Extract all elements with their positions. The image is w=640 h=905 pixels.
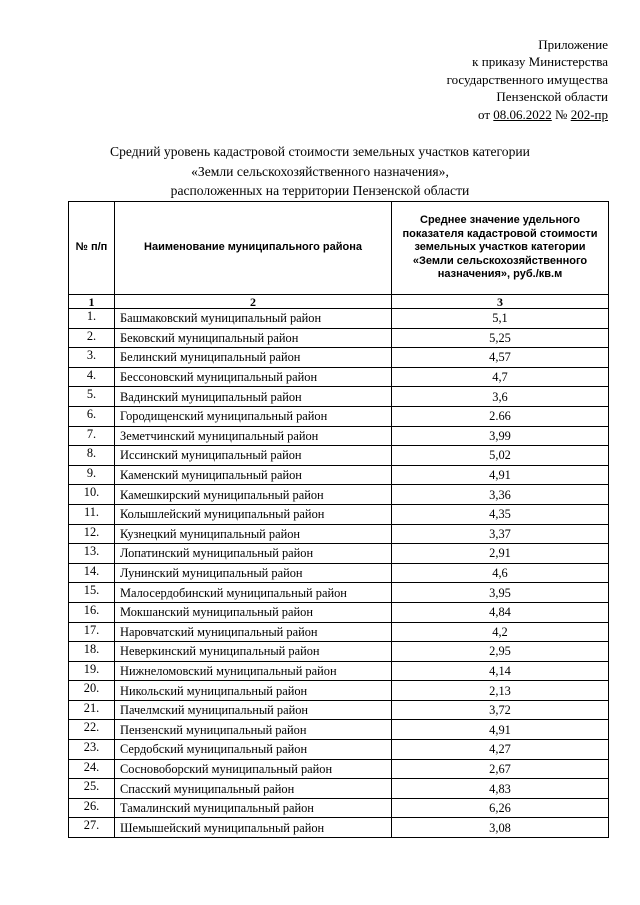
appendix-line: к приказу Министерства xyxy=(472,54,608,70)
table-row xyxy=(69,583,609,603)
cadastral-value: 3,08 xyxy=(392,818,609,838)
table-row xyxy=(69,798,609,818)
district-name: Сосновоборский муниципальный район xyxy=(115,759,392,779)
cadastral-value: 4,57 xyxy=(392,348,609,368)
header-value: Среднее значение удельного показателя кадастровой стоимости земельных участков категории «Земли сельскохозяйственного назначения», руб./кв.м xyxy=(392,202,609,295)
row-number: 5. xyxy=(69,387,115,407)
table-row xyxy=(69,406,609,426)
district-name: Камешкирский муниципальный район xyxy=(115,485,392,505)
cadastral-value: 2,95 xyxy=(392,642,609,662)
appendix-line: государственного имущества xyxy=(446,71,608,87)
table-row xyxy=(69,426,609,446)
cadastral-value: 4,91 xyxy=(392,720,609,740)
row-number: 4. xyxy=(69,367,115,387)
header-name: Наименование муниципального района xyxy=(115,202,392,295)
row-number: 12. xyxy=(69,524,115,544)
district-name: Нижнеломовский муниципальный район xyxy=(115,661,392,681)
cadastral-value: 4,14 xyxy=(392,661,609,681)
district-name: Спасский муниципальный район xyxy=(115,779,392,799)
row-number: 18. xyxy=(69,642,115,662)
table-row xyxy=(69,602,609,622)
district-name: Лопатинский муниципальный район xyxy=(115,544,392,564)
appendix-line: Пензенской области xyxy=(496,89,608,105)
district-name: Башмаковский муниципальный район xyxy=(115,309,392,329)
cadastral-value: 4,7 xyxy=(392,367,609,387)
appendix-line: Приложение xyxy=(538,37,608,52)
district-name: Неверкинский муниципальный район xyxy=(115,642,392,662)
district-name: Сердобский муниципальный район xyxy=(115,740,392,760)
district-name: Колышлейский муниципальный район xyxy=(115,504,392,524)
district-name: Земетчинский муниципальный район xyxy=(115,426,392,446)
column-number: 1 xyxy=(69,295,115,309)
table-row xyxy=(69,524,609,544)
district-name: Шемышейский муниципальный район xyxy=(115,818,392,838)
table-row xyxy=(69,661,609,681)
table-body xyxy=(69,309,609,838)
row-number: 3. xyxy=(69,348,115,368)
table-row xyxy=(69,740,609,760)
district-name: Бессоновский муниципальный район xyxy=(115,367,392,387)
table-row xyxy=(69,544,609,564)
table-row xyxy=(69,779,609,799)
table-row xyxy=(69,446,609,466)
table-row xyxy=(69,720,609,740)
table-row xyxy=(69,681,609,701)
district-name: Лунинский муниципальный район xyxy=(115,563,392,583)
table-row xyxy=(69,642,609,662)
row-number: 20. xyxy=(69,681,115,701)
title-line: «Земли сельскохозяйственного назначения», xyxy=(191,163,449,179)
table-row xyxy=(69,759,609,779)
district-name: Мокшанский муниципальный район xyxy=(115,602,392,622)
district-name: Вадинский муниципальный район xyxy=(115,387,392,407)
table-row xyxy=(69,818,609,838)
district-name: Пачелмский муниципальный район xyxy=(115,700,392,720)
header-num: № п/п xyxy=(69,202,115,295)
table-row xyxy=(69,309,609,329)
table-header-row xyxy=(69,202,609,295)
table-row xyxy=(69,622,609,642)
cadastral-value: 3,95 xyxy=(392,583,609,603)
district-name: Наровчатский муниципальный район xyxy=(115,622,392,642)
appendix-block xyxy=(447,36,608,123)
column-number-row xyxy=(69,295,609,309)
cadastral-value: 4,35 xyxy=(392,504,609,524)
cadastral-value: 2.66 xyxy=(392,406,609,426)
row-number: 26. xyxy=(69,798,115,818)
row-number: 13. xyxy=(69,544,115,564)
district-name: Никольский муниципальный район xyxy=(115,681,392,701)
district-name: Бековский муниципальный район xyxy=(115,328,392,348)
row-number: 7. xyxy=(69,426,115,446)
cadastral-value: 5,1 xyxy=(392,309,609,329)
row-number: 11. xyxy=(69,504,115,524)
row-number: 21. xyxy=(69,700,115,720)
cadastral-value: 5,25 xyxy=(392,328,609,348)
cadastral-value: 4,83 xyxy=(392,779,609,799)
cadastral-value: 3,6 xyxy=(392,387,609,407)
title-line: Средний уровень кадастровой стоимости земельных участков категории xyxy=(110,144,530,159)
table-row xyxy=(69,465,609,485)
district-name: Иссинский муниципальный район xyxy=(115,446,392,466)
row-number: 22. xyxy=(69,720,115,740)
order-prefix: от xyxy=(478,106,491,122)
row-number: 8. xyxy=(69,446,115,466)
row-number: 16. xyxy=(69,602,115,622)
table-row xyxy=(69,504,609,524)
row-number: 25. xyxy=(69,779,115,799)
cadastral-value: 5,02 xyxy=(392,446,609,466)
cadastral-value: 3,36 xyxy=(392,485,609,505)
row-number: 10. xyxy=(69,485,115,505)
cadastral-value: 3,37 xyxy=(392,524,609,544)
table-row xyxy=(69,367,609,387)
appendix-order-line xyxy=(447,106,608,123)
district-name: Белинский муниципальный район xyxy=(115,348,392,368)
cadastral-value: 2,91 xyxy=(392,544,609,564)
title-line: расположенных на территории Пензенской области xyxy=(170,183,470,198)
district-name: Малосердобинский муниципальный район xyxy=(115,583,392,603)
row-number: 6. xyxy=(69,406,115,426)
cadastral-value: 6,26 xyxy=(392,798,609,818)
row-number: 1. xyxy=(69,309,115,329)
row-number: 24. xyxy=(69,759,115,779)
order-date: 08.06.2022 xyxy=(493,106,552,122)
order-number-sign: № xyxy=(555,106,568,122)
cadastral-value: 2,67 xyxy=(392,759,609,779)
cadastral-value: 4,6 xyxy=(392,563,609,583)
table-row xyxy=(69,563,609,583)
order-number: 202-пр xyxy=(570,106,608,122)
row-number: 19. xyxy=(69,661,115,681)
row-number: 15. xyxy=(69,583,115,603)
table-row xyxy=(69,348,609,368)
table-row xyxy=(69,328,609,348)
district-name: Каменский муниципальный район xyxy=(115,465,392,485)
district-name: Пензенский муниципальный район xyxy=(115,720,392,740)
cadastral-value-table xyxy=(68,201,609,838)
column-number: 2 xyxy=(115,295,392,309)
district-name: Городищенский муниципальный район xyxy=(115,406,392,426)
cadastral-value: 3,72 xyxy=(392,700,609,720)
table-row xyxy=(69,700,609,720)
cadastral-value: 2,13 xyxy=(392,681,609,701)
column-number: 3 xyxy=(392,295,609,309)
cadastral-value: 4,2 xyxy=(392,622,609,642)
cadastral-value: 4,84 xyxy=(392,602,609,622)
row-number: 9. xyxy=(69,465,115,485)
row-number: 27. xyxy=(69,818,115,838)
row-number: 17. xyxy=(69,622,115,642)
district-name: Тамалинский муниципальный район xyxy=(115,798,392,818)
row-number: 2. xyxy=(69,328,115,348)
cadastral-value: 4,27 xyxy=(392,740,609,760)
row-number: 23. xyxy=(69,740,115,760)
cadastral-value: 4,91 xyxy=(392,465,609,485)
district-name: Кузнецкий муниципальный район xyxy=(115,524,392,544)
row-number: 14. xyxy=(69,563,115,583)
document-title xyxy=(0,142,640,201)
table-row xyxy=(69,485,609,505)
table-row xyxy=(69,387,609,407)
cadastral-value: 3,99 xyxy=(392,426,609,446)
